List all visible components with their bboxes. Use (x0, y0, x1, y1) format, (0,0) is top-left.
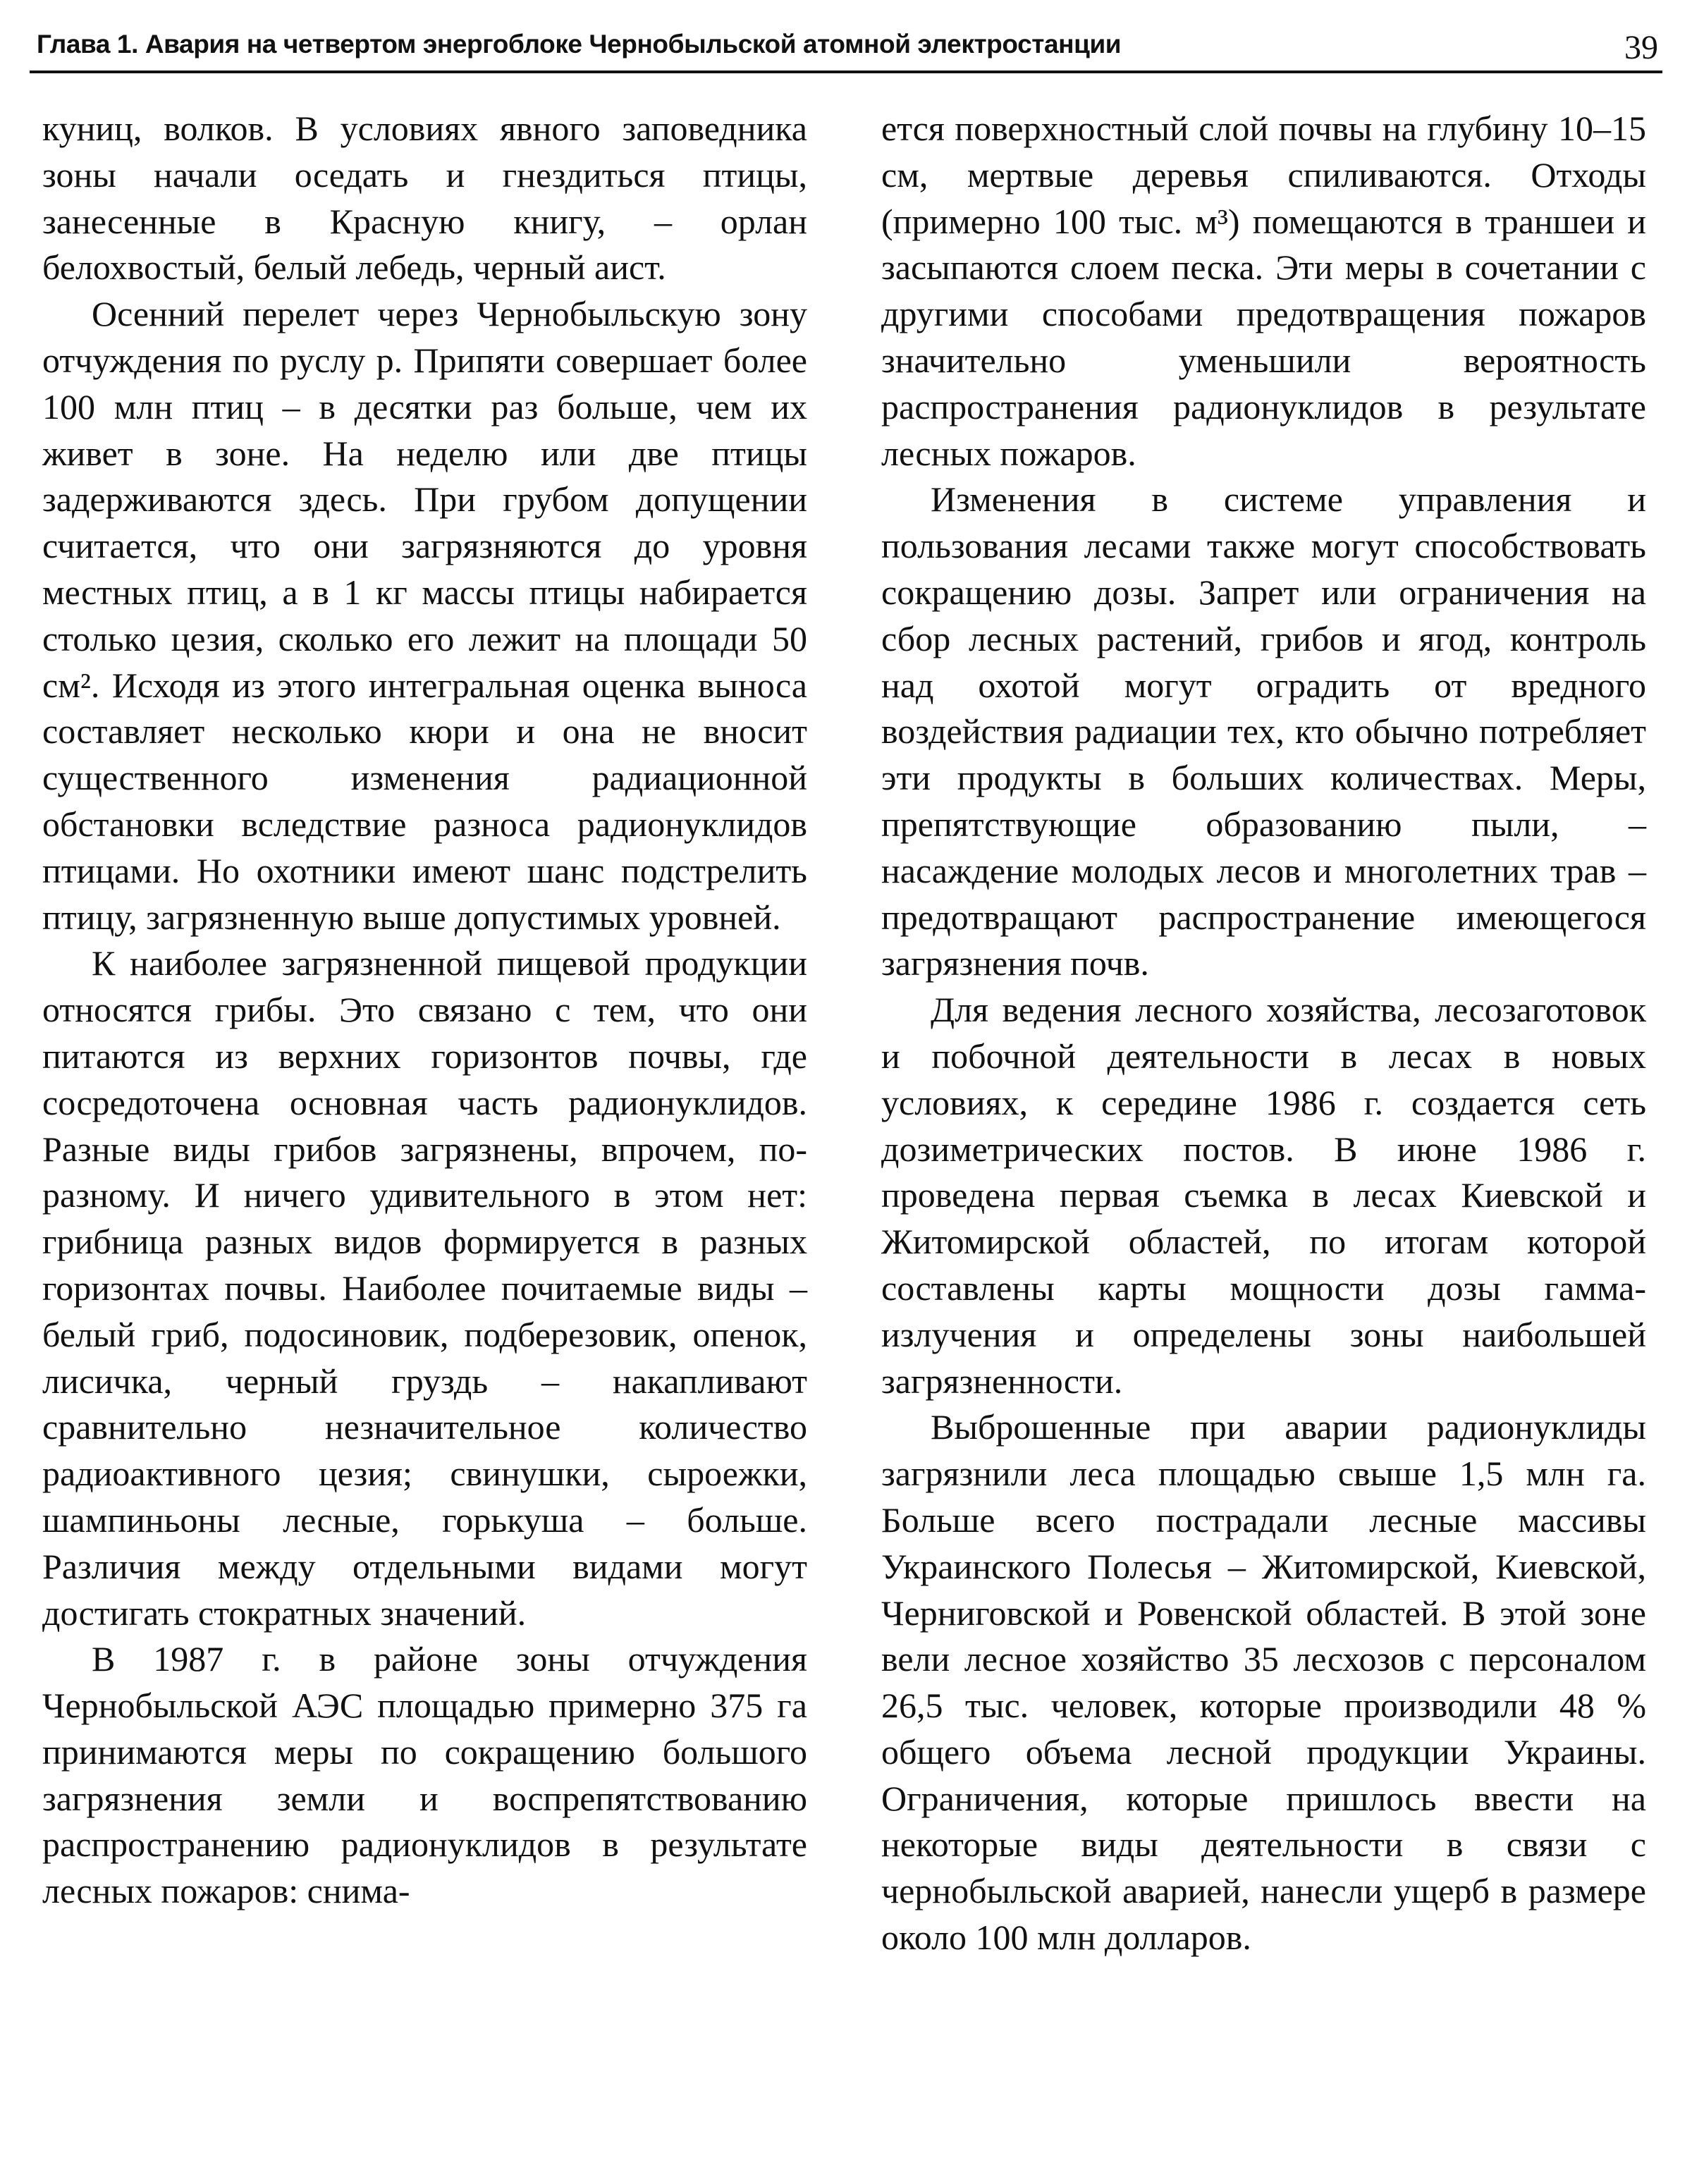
left-column (42, 106, 807, 1915)
paragraph-continued: куниц, волков. В условиях явного заповедника зоны начали оседать и гнездиться птицы, занесенные в Красную книгу, – орлан белохвостый, белый лебедь, черный аист. (42, 109, 807, 288)
paragraph-continued-right: ется поверхностный слой почвы на глубину 10–15 см, мертвые деревья спиливаются. Отходы (примерно 100 тыс. м³) помещаются в траншеи и засыпаются слоем песка. Эти меры в сочетании с другими способами предотвращения пожаров значительно уменьшили вероятность распространения радионуклидов в результате лесных пожаров. (881, 109, 1646, 473)
paragraph-dosimetric-posts: Для ведения лесного хозяйства, лесозаготовок и побочной деятельности в лесах в новых условиях, к середине 1986 г. создается сеть дозиметрических постов. В июне 1986 г. проведена первая съемка в лесах Киевской и Житомирской областей, по итогам которой составлены карты мощности дозы гамма-излучения и определены зоны наибольшей загрязненности. (881, 990, 1646, 1401)
text-columns (42, 106, 1657, 2164)
right-column (881, 106, 1646, 1961)
paragraph-mushrooms: К наиболее загрязненной пищевой продукции относятся грибы. Это связано с тем, что они питаются из верхних горизонтов почвы, где сосредоточена основная часть радионуклидов. Разные виды грибов загрязнены, впрочем, по-разному. И ничего удивительного в этом нет: грибница разных видов формируется в разных горизонтах почвы. Наиболее почитаемые виды – белый гриб, подосиновик, подберезовик, опенок, лисичка, черный груздь – накапливают сравнительно незначительное количество радиоактивного цезия; свинушки, сыроежки, шампиньоны лесные, горькуша – больше. Различия между отдельными видами могут достигать стократных значений. (42, 943, 807, 1633)
paragraph-bird-migration: Осенний перелет через Чернобыльскую зону отчуждения по руслу р. Припяти совершает более 100 млн птиц – в десятки раз больше, чем их живет в зоне. На неделю или две птицы задерживаются здесь. При грубом допущении считается, что они загрязняются до уровня местных птиц, а в 1 кг массы птицы набирается столько цезия, сколько его лежит на площади 50 см². Исходя из этого интегральная оценка выноса составляет несколько кюри и она не вносит существенного изменения радиационной обстановки вследствие разноса радионуклидов птицами. Но охотники имеют шанс подстрелить птицу, загрязненную выше допустимых уровней. (42, 294, 807, 937)
page-number: 39 (1624, 29, 1658, 66)
paragraph-contaminated-forests: Выброшенные при аварии радионуклиды загрязнили леса площадью свыше 1,5 млн га. Больше всего пострадали лесные массивы Украинского Полесья – Житомирской, Киевской, Черниговской и Ровенской областей. В этой зоне вели лесное хозяйство 35 лесхозов с персоналом 26,5 тыс. человек, которые производили 48 % общего объема лесной продукции Украины. Ограничения, которые пришлось ввести на некоторые виды деятельности в связи с чернобыльской аварией, нанесли ущерб в размере около 100 млн долларов. (881, 1407, 1646, 1958)
paragraph-forest-management: Изменения в системе управления и пользования лесами также могут способствовать сокращению дозы. Запрет или ограничения на сбор лесных растений, грибов и ягод, контроль над охотой могут оградить от вредного воздействия радиации тех, кто обычно потребляет эти продукты в больших количествах. Меры, препятствующие образованию пыли, – насаждение молодых лесов и многолетних трав – предотвращают распространение имеющегося загрязнения почв. (881, 479, 1646, 983)
paragraph-1987-measures: В 1987 г. в районе зоны отчуждения Чернобыльской АЭС площадью примерно 375 га принимаются меры по сокращению большого загрязнения земли и воспрепятствованию распространению радионуклидов в результате лесных пожаров: снима- (42, 1639, 807, 1911)
running-header (30, 25, 1662, 73)
chapter-title: Глава 1. Авария на четвертом энергоблоке Чернобыльской атомной электростанции (37, 30, 1122, 59)
